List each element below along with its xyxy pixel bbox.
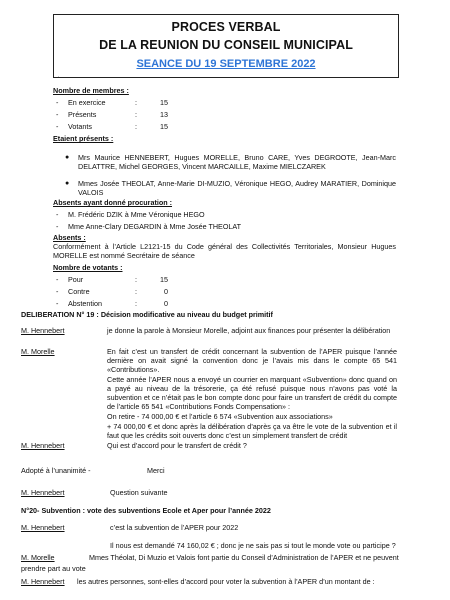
- bullet-dot: ●: [65, 154, 70, 161]
- bullet-dot: ●: [65, 180, 70, 187]
- membres-bullet: -: [56, 98, 59, 107]
- votants-label: Contre: [68, 287, 90, 296]
- speech-text: prendre part au vote: [21, 564, 86, 573]
- speaker-name: M. Hennebert: [21, 577, 65, 586]
- speech-text: Mmes Théolat, Di Muzio et Valois font partie du Conseil d’Administration de l’APER et ne peuvent: [89, 553, 399, 562]
- membres-sep: :: [135, 122, 137, 131]
- speech-text: les autres personnes, sont-elles d’accord pour voter la subvention à l’APER d’un montant de :: [77, 577, 375, 586]
- document-subtitle: DE LA REUNION DU CONSEIL MUNICIPAL: [99, 38, 353, 52]
- procuration-dash: -: [56, 210, 59, 219]
- speaker-name: M. Hennebert: [21, 488, 65, 497]
- speaker-name: M. Hennebert: [21, 523, 65, 532]
- speaker-name: M. Morelle: [21, 347, 55, 356]
- membres-bullet: -: [56, 110, 59, 119]
- speech-text: je donne la parole à Monsieur Morelle, adjoint aux finances pour présenter la délibération: [107, 326, 391, 335]
- speech-text: On retire - 74 000,00 € et l’article 6 574 «Subvention aux associations»: [107, 412, 333, 421]
- presents-men: Mrs Maurice HENNEBERT, Hugues MORELLE, Bruno CARE, Yves DEGROOTE, Jean-Marc DELATTRE, Michel GEORGES, Vincent MARCAILLE, Maxime MIELCZAREK: [78, 153, 396, 171]
- speech-text: Il nous est demandé 74 160,02 € ; donc je ne sais pas si tout le monde vote ou participe ?: [110, 541, 396, 550]
- votants-value: 0: [164, 299, 168, 308]
- membres-label: Présents: [68, 110, 97, 119]
- votants-heading: Nombre de votants :: [53, 263, 123, 272]
- speech-text: En fait c’est un transfert de crédit concernant la subvention de l’APER puisque l’année dernière on avait signé la convention donc je l’avais mis dans le compte 65 541 «Contributions».: [107, 347, 397, 374]
- procuration-heading: Absents ayant donné procuration :: [53, 198, 173, 207]
- presents-heading: Etaient présents :: [53, 134, 114, 143]
- speech-text: c’est la subvention de l’APER pour 2022: [110, 523, 239, 532]
- votants-sep: :: [135, 287, 137, 296]
- votants-value: 0: [164, 287, 168, 296]
- membres-label: En exercice: [68, 98, 106, 107]
- speech-text: Question suivante: [110, 488, 168, 497]
- speaker-name: M. Morelle: [21, 553, 55, 562]
- votants-sep: :: [135, 299, 137, 308]
- membres-heading: Nombre de membres :: [53, 86, 129, 95]
- speech-text: Merci: [147, 466, 165, 475]
- absents-heading: Absents :: [53, 233, 86, 242]
- speech-text: Cette année l’APER nous a envoyé un courrier en marquant «Subvention» donc quand on a payé au niveau de la trésorerie, ça été refusé puisque nous n’avons pas voté la subvention et ce n’était pas le bon compte donc pour faire un transfert de crédit du compte de l’article 65 541 «Contributions Fonds Compensation» :: [107, 375, 397, 411]
- speaker-name: M. Hennebert: [21, 441, 65, 450]
- procuration-dash: -: [56, 222, 59, 231]
- votants-bullet: -: [56, 275, 59, 284]
- membres-sep: :: [135, 98, 137, 107]
- membres-value: 13: [160, 110, 168, 119]
- seance-date: SEANCE DU 19 SEPTEMBRE 2022: [136, 58, 316, 70]
- speaker-name: M. Hennebert: [21, 326, 65, 335]
- membres-value: 15: [160, 122, 168, 131]
- speech-text: Qui est d’accord pour le transfert de crédit ?: [107, 441, 247, 450]
- votants-value: 15: [160, 275, 168, 284]
- membres-sep: :: [135, 110, 137, 119]
- document-title: PROCES VERBAL: [171, 20, 281, 34]
- votants-sep: :: [135, 275, 137, 284]
- membres-value: 15: [160, 98, 168, 107]
- adoption-result: Adopté à l’unanimité -: [21, 466, 91, 475]
- membres-bullet: -: [56, 122, 59, 131]
- votants-bullet: -: [56, 287, 59, 296]
- absents-text: Conformément à l’Article L2121-15 du Code général des Collectivités Territoriales, Monsieur Hugues MORELLE est nommé Secrétaire de séance: [53, 242, 396, 260]
- deliberation-19-title: DELIBERATION N° 19 : Décision modificative au niveau du budget primitif: [21, 310, 273, 319]
- header-box: [53, 14, 399, 78]
- procuration-item: Mme Anne-Clary DEGARDIN à Mme Josée THEOLAT: [68, 222, 242, 231]
- deliberation-20-title: N°20- Subvention : vote des subventions Ecole et Aper pour l’année 2022: [21, 506, 271, 515]
- membres-label: Votants: [68, 122, 92, 131]
- votants-label: Abstention: [68, 299, 102, 308]
- procuration-item: M. Frédéric DZIK à Mme Véronique HEGO: [68, 210, 205, 219]
- votants-label: Pour: [68, 275, 84, 284]
- speech-text: + 74 000,00 € et donc après la délibération d’après ça va être le vote de la subvention et il faut que les crédits soit ouverts donc c’est un simplement transfert de crédit: [107, 422, 397, 440]
- presents-women: Mmes Josée THEOLAT, Anne-Marie DI-MUZIO, Véronique HEGO, Audrey MARATIER, Dominique VALOIS: [78, 179, 396, 197]
- header-mark: .: [58, 73, 60, 79]
- votants-bullet: -: [56, 299, 59, 308]
